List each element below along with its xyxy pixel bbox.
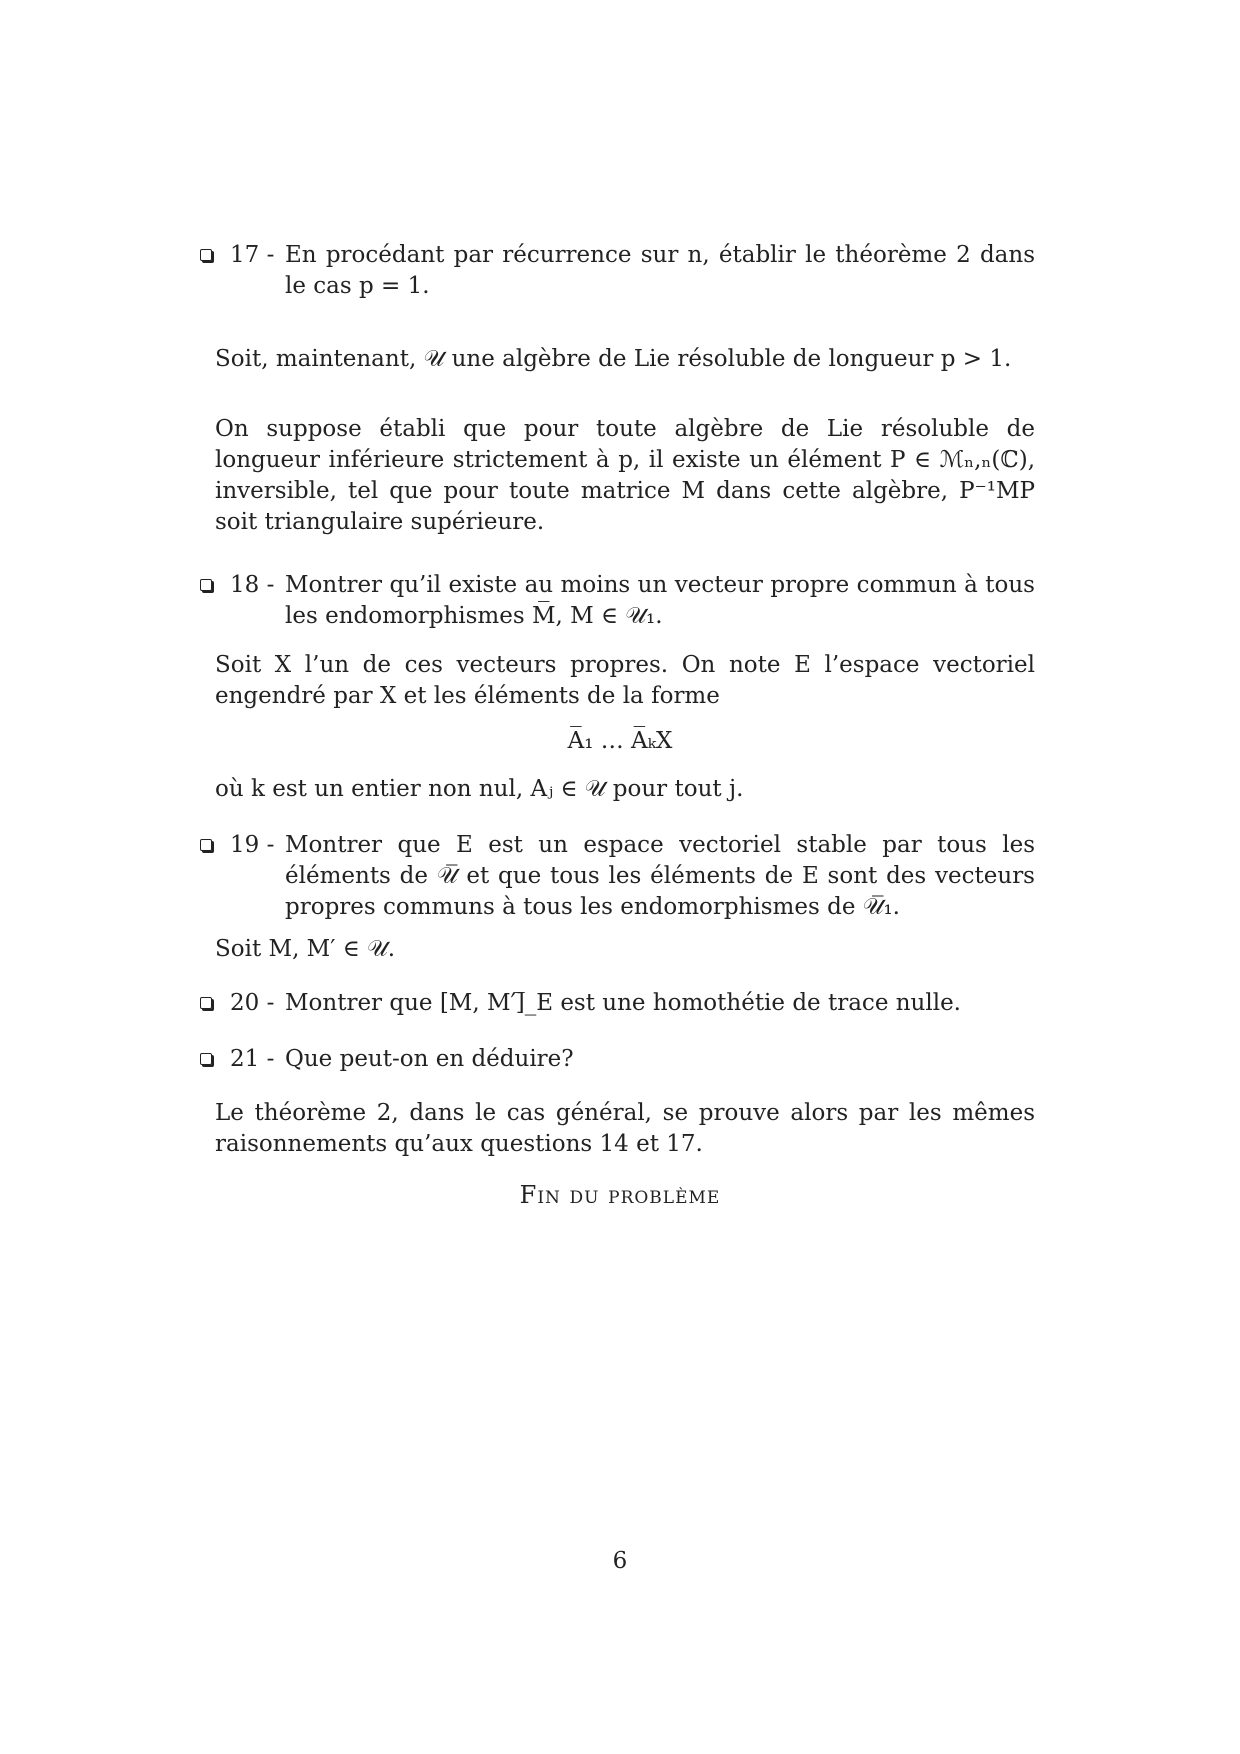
question-17 [200,240,1035,302]
question-text: Montrer que E est un espace vectoriel stable par tous les éléments de 𝒰̅ et que tous les éléments de E sont des vecteurs propres communs à tous les endomorphismes de 𝒰̅₁. [285,832,1035,920]
checkbox-icon [200,1053,212,1065]
checkbox-icon [200,579,212,591]
paragraph: On suppose établi que pour toute algèbre de Lie résoluble de longueur inférieure strictement à p, il existe un élément P ∈ ℳₙ,ₙ(ℂ), inversible, tel que pour toute matrice M dans cette algèbre, P⁻¹MP soit triangulaire supérieure. [215,416,1035,535]
question-18 [200,570,1035,632]
end-of-problem-text: Fin du problème [519,1181,721,1209]
question-number: 17 - [230,242,275,268]
question-number: 20 - [230,990,275,1016]
paragraph: Soit X l’un de ces vecteurs propres. On note E l’espace vectoriel engendré par X et les éléments de la forme [215,652,1035,709]
paragraph: où k est un entier non nul, Aⱼ ∈ 𝒰 pour tout j. [215,776,744,802]
page-number: 6 [612,1548,628,1574]
paragraph: Soit M, M′ ∈ 𝒰. [215,936,396,962]
paragraph: Soit, maintenant, 𝒰 une algèbre de Lie résoluble de longueur p > 1. [215,346,1012,372]
question-20 [200,988,1035,1019]
checkbox-icon [200,249,212,261]
question-number: 18 - [230,572,275,598]
question-text: Montrer que [M, M′]̅_E est une homothétie de trace nulle. [285,990,961,1016]
question-21 [200,1044,1035,1075]
question-19 [200,830,1035,923]
end-of-problem [0,1180,1240,1211]
checkbox-icon [200,997,212,1009]
display-formula: A̅₁ … A̅ₖX [567,728,673,754]
question-text: En procédant par récurrence sur n, établir le théorème 2 dans le cas p = 1. [285,242,1035,299]
checkbox-icon [200,839,212,851]
question-text: Montrer qu’il existe au moins un vecteur propre commun à tous les endomorphismes M̅, M ∈ 𝒰₁. [285,572,1035,629]
question-number: 19 - [230,832,275,858]
question-text: Que peut-on en déduire? [285,1046,574,1072]
paragraph: Le théorème 2, dans le cas général, se prouve alors par les mêmes raisonnements qu’aux questions 14 et 17. [215,1100,1035,1157]
question-number: 21 - [230,1046,275,1072]
